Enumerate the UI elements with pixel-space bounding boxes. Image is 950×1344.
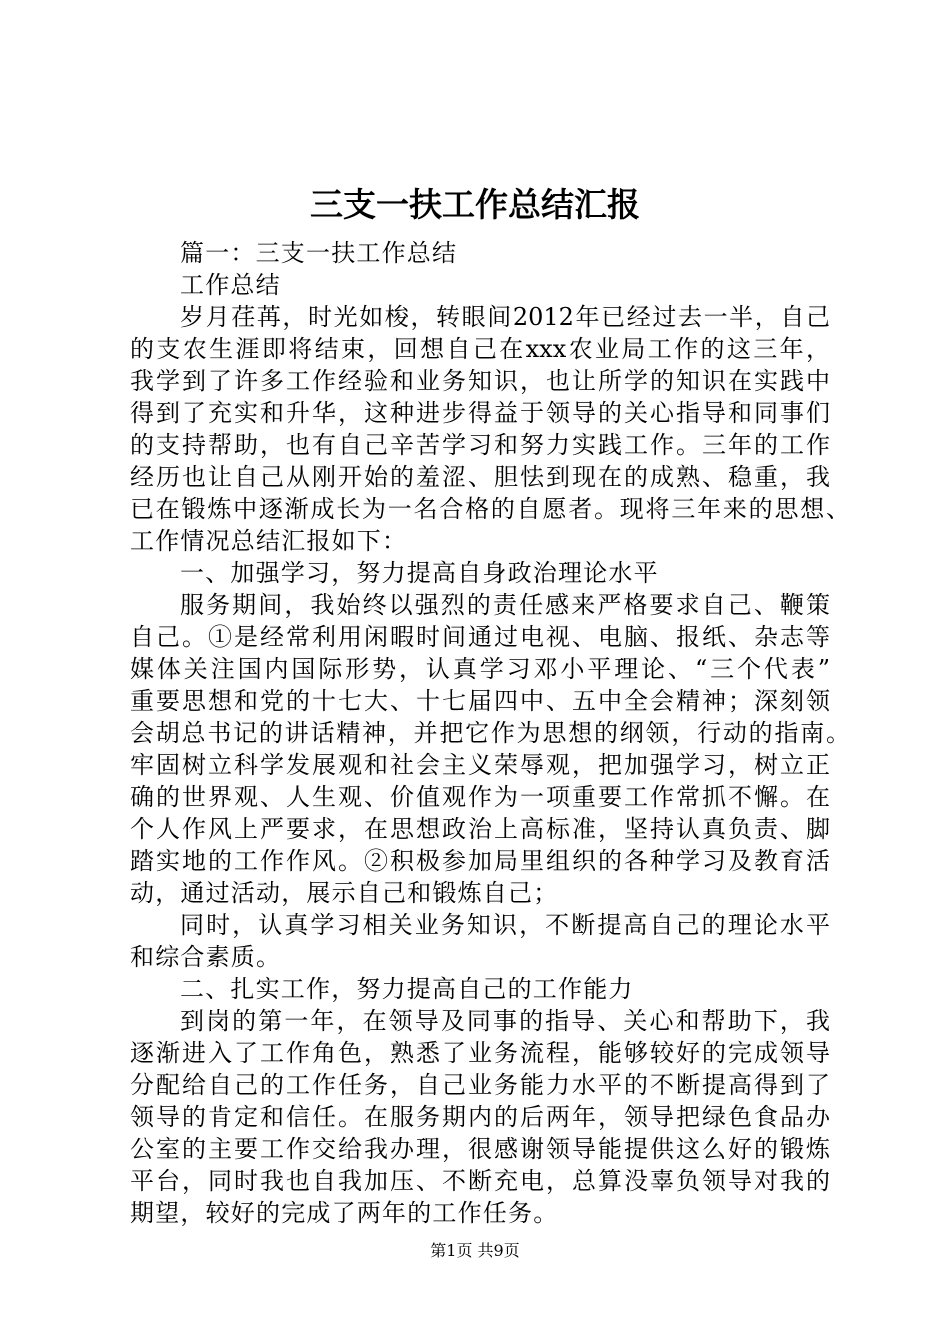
paragraph-line: 得到了充实和升华，这种进步得益于领导的关心指导和同事们 [130,399,830,427]
paragraph-line: 经历也让自己从刚开始的羞涩、胆怯到现在的成熟、稳重，我 [130,463,830,491]
paragraph-line: 工作情况总结汇报如下： [130,527,408,555]
paragraph-line: 到岗的第一年，在领导及同事的指导、关心和帮助下，我 [180,1007,830,1035]
paragraph-line: 期望，较好的完成了两年的工作任务。 [130,1199,559,1227]
section-heading: 一、加强学习，努力提高自身政治理论水平 [180,559,659,587]
paragraph-line: 会胡总书记的讲话精神，并把它作为思想的纲领，行动的指南。 [130,719,850,747]
paragraph-line: 自己。①是经常利用闲暇时间通过电视、电脑、报纸、杂志等 [130,623,830,651]
paragraph-line: 确的世界观、人生观、价值观作为一项重要工作常抓不懈。在 [130,783,830,811]
paragraph-line: 公室的主要工作交给我办理，很感谢领导能提供这么好的锻炼 [130,1135,830,1163]
paragraph-line: 个人作风上严要求，在思想政治上高标准，坚持认真负责、脚 [130,815,830,843]
paragraph-line: 同时，认真学习相关业务知识，不断提高自己的理论水平 [180,911,830,939]
paragraph-line: 服务期间，我始终以强烈的责任感来严格要求自己、鞭策 [180,591,830,619]
section-heading: 二、扎实工作，努力提高自己的工作能力 [180,975,634,1003]
paragraph-line: 的支持帮助，也有自己辛苦学习和努力实践工作。三年的工作 [130,431,830,459]
paragraph-line: 媒体关注国内国际形势，认真学习邓小平理论、“三个代表” [130,655,830,683]
document-title: 三支一扶工作总结汇报 [310,185,640,224]
subheading: 工作总结 [180,271,281,299]
paragraph-line: 和综合素质。 [130,943,282,971]
paragraph-line: 岁月荏苒，时光如梭，转眼间2012年已经过去一半，自己 [180,303,830,331]
page-number: 第1页 共9页 [430,1241,520,1260]
paragraph-line: 领导的肯定和信任。在服务期内的后两年，领导把绿色食品办 [130,1103,830,1131]
paragraph-line: 已在锻炼中逐渐成长为一名合格的自愿者。现将三年来的思想、 [130,495,850,523]
paragraph-line: 动，通过活动，展示自己和锻炼自己； [130,879,559,907]
paragraph-line: 我学到了许多工作经验和业务知识，也让所学的知识在实践中 [130,367,830,395]
paragraph-line: 分配给自己的工作任务，自己业务能力水平的不断提高得到了 [130,1071,830,1099]
paragraph-line: 踏实地的工作作风。②积极参加局里组织的各种学习及教育活 [130,847,830,875]
paragraph-line: 重要思想和党的十七大、十七届四中、五中全会精神；深刻领 [130,687,830,715]
paragraph-line: 逐渐进入了工作角色，熟悉了业务流程，能够较好的完成领导 [130,1039,830,1067]
paragraph-line: 平台，同时我也自我加压、不断充电，总算没辜负领导对我的 [130,1167,830,1195]
paragraph-line: 牢固树立科学发展观和社会主义荣辱观，把加强学习，树立正 [130,751,830,779]
section-heading: 篇一：三支一扶工作总结 [180,239,458,267]
paragraph-line: 的支农生涯即将结束，回想自己在xxx农业局工作的这三年， [130,335,830,363]
